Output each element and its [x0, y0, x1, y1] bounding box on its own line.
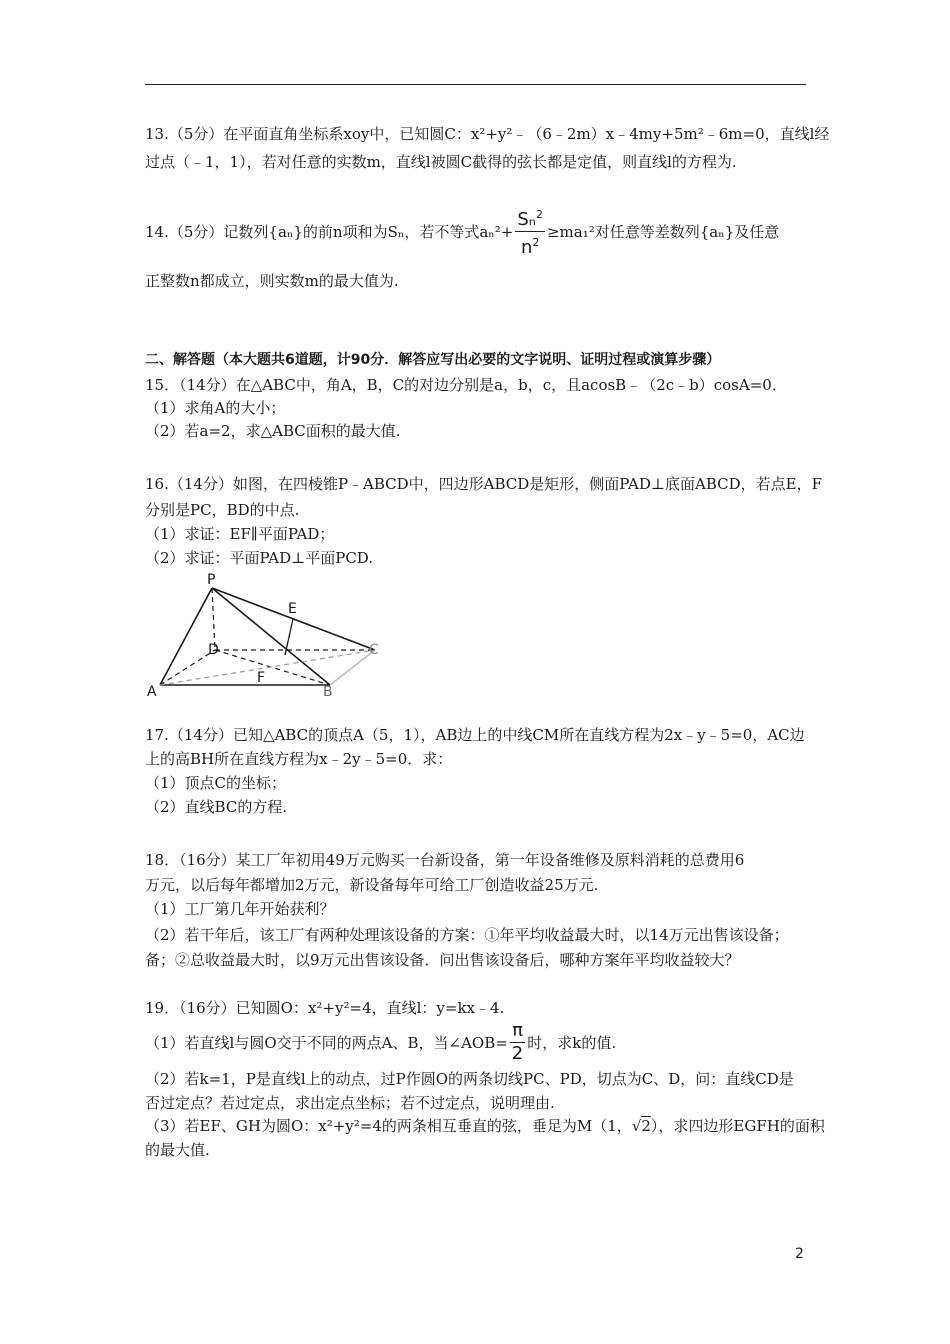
- q19-part2b: 否过定点？若过定点，求出定点坐标；若不过定点，说明理由.: [145, 1094, 555, 1112]
- edge-PC: [212, 588, 375, 650]
- q14-frac-den: n: [520, 237, 533, 258]
- q19-frac-den: 2: [511, 1043, 524, 1064]
- q18-part2b: 备；②总收益最大时，以9万元出售该设备．问出售该设备后，哪种方案年平均收益较大？: [145, 951, 740, 969]
- question-18: [145, 850, 810, 970]
- q18-line2: 万元，以后每年都增加2万元，新设备每年可给工厂创造收益25万元.: [145, 876, 599, 894]
- q17-part2: （2）直线BC的方程.: [145, 798, 288, 816]
- q13-line2: 过点（﹣1，1），若对任意的实数m，直线l被圆C截得的弦长都是定值，则直线l的方程为.: [145, 153, 737, 171]
- q19-part1-suffix: 时，求k的值.: [527, 1034, 617, 1052]
- q16-line2: 分别是PC，BD的中点.: [145, 501, 300, 519]
- label-B: B: [323, 684, 333, 700]
- q17-part1: （1）顶点C的坐标；: [145, 774, 287, 792]
- q19-fraction: [510, 1020, 525, 1065]
- q19-part3-suffix: ），求四边形EGFH的面积: [650, 1117, 825, 1135]
- section-2-title: 二、解答题（本大题共6道题，计90分．解答应写出必要的文字说明、证明过程或演算步骤）: [145, 352, 721, 368]
- diagonal-DB: [215, 650, 330, 685]
- q19-line1: 19．（16分）已知圆O：x²+y²=4，直线l：y=kx﹣4.: [145, 999, 505, 1017]
- q14-suffix: ≥ma₁²对任意等差数列{aₙ}及任意: [546, 223, 780, 241]
- q15-part2: （2）若a=2，求△ABC面积的最大值.: [145, 422, 401, 440]
- q14-frac-den-exp: 2: [532, 236, 540, 249]
- q17-line2: 上的高BH所在直线方程为x﹣2y﹣5=0．求：: [145, 750, 453, 768]
- question-13: [145, 124, 830, 172]
- question-15: [145, 375, 810, 441]
- header-rule: [145, 84, 806, 85]
- diagonal-AC: [160, 650, 375, 685]
- question-17: [145, 725, 810, 817]
- q15-line1: 15．（14分）在△ABC中，角A，B，C的对边分别是a，b，c，且acosB﹣（2c﹣b）cosA=0．: [145, 376, 787, 394]
- label-P: P: [207, 572, 216, 588]
- q19-frac-num: π: [510, 1020, 525, 1043]
- q14-fraction: [515, 204, 545, 259]
- q19-sqrt-radicand: 2: [641, 1117, 651, 1135]
- q17-line1: 17.（14分）已知△ABC的顶点A（5，1），AB边上的中线CM所在直线方程为2x﹣y﹣5=0，AC边: [145, 726, 805, 744]
- q16-part2: （2）求证：平面PAD⊥平面PCD.: [145, 549, 374, 567]
- q14-frac-num: Sₙ: [517, 209, 536, 230]
- edge-PD: [212, 588, 215, 650]
- q18-part1: （1）工厂第几年开始获利？: [145, 900, 335, 918]
- edge-PA: [160, 588, 212, 685]
- label-D: D: [208, 642, 219, 658]
- edge-AD: [160, 650, 215, 685]
- q19-part3b: 的最大值.: [145, 1141, 210, 1159]
- q14-frac-num-exp: 2: [535, 208, 543, 221]
- q19-part3-prefix: （3）若EF、GH为圆O：x²+y²=4的两条相互垂直的弦，垂足为M（1，: [145, 1117, 632, 1135]
- q15-part1: （1）求角A的大小；: [145, 399, 286, 417]
- q14-prefix: 14.（5分）记数列{aₙ}的前n项和为Sₙ，若不等式aₙ²+: [145, 223, 514, 241]
- q16-part1: （1）求证：EF∥平面PAD；: [145, 525, 335, 543]
- q16-line1: 16.（14分）如图，在四棱锥P﹣ABCD中，四边形ABCD是矩形，侧面PAD⊥底面ABCD，若点E，F: [145, 475, 822, 493]
- sqrt-sign: √: [631, 1117, 642, 1135]
- section-2-header: [145, 350, 810, 370]
- label-E: E: [288, 601, 297, 617]
- question-14: [145, 204, 810, 291]
- q13-line1: 13.（5分）在平面直角坐标系xoy中，已知圆C：x²+y²﹣（6﹣2m）x﹣4my+5m²﹣6m=0，直线l经: [145, 125, 830, 143]
- question-16: [145, 474, 822, 568]
- q18-line1: 18．（16分）某工厂年初用49万元购买一台新设备，第一年设备维修及原料消耗的总费用6: [145, 851, 745, 869]
- q19-part1-prefix: （1）若直线l与圆O交于不同的两点A、B，当∠AOB=: [145, 1034, 508, 1052]
- label-F: F: [257, 670, 266, 686]
- q18-part2a: （2）若干年后，该工厂有两种处理该设备的方案：①年平均收益最大时，以14万元出售该设备；: [145, 926, 789, 944]
- pyramid-figure: [140, 570, 390, 700]
- label-A: A: [147, 684, 157, 700]
- question-19: [145, 998, 825, 1160]
- page-number: 2: [795, 1246, 804, 1262]
- q19-part2a: （2）若k=1，P是直线l上的动点，过P作圆O的两条切线PC、PD，切点为C、D，问：直线CD是: [145, 1070, 794, 1088]
- edge-PB: [212, 588, 330, 685]
- q14-line2: 正整数n都成立，则实数m的最大值为.: [145, 272, 399, 290]
- label-C: C: [369, 642, 379, 658]
